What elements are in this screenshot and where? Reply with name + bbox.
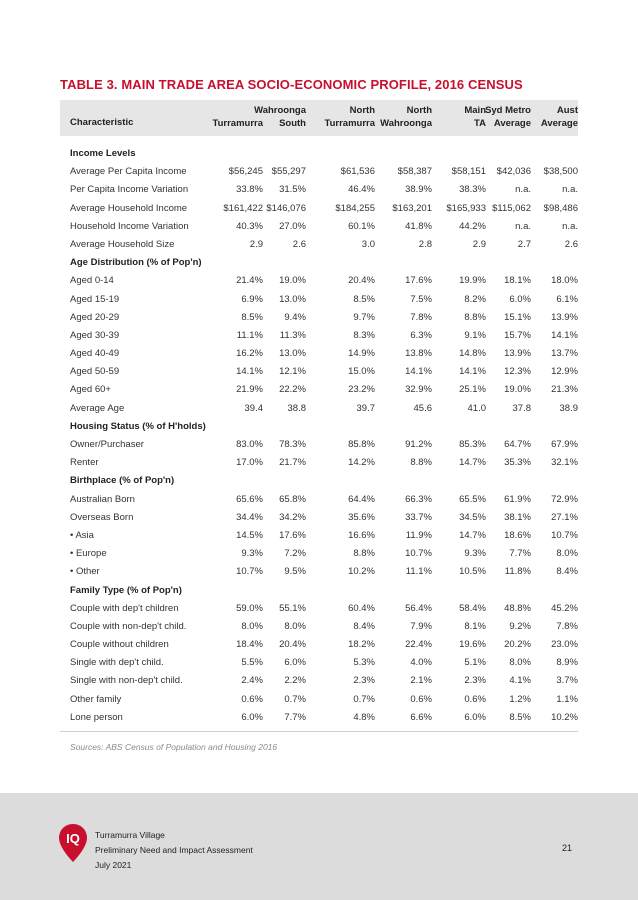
cell-value: 8.8% — [464, 311, 486, 323]
cell-value: 6.0% — [509, 293, 531, 305]
row-label: Average Per Capita Income — [70, 166, 187, 178]
cell-value: 37.8 — [512, 402, 531, 414]
cell-value: 2.6 — [292, 238, 306, 250]
cell-value: $163,201 — [392, 202, 432, 214]
cell-value: 13.7% — [551, 348, 578, 360]
cell-value: 33.7% — [405, 511, 432, 523]
cell-value: 12.9% — [551, 366, 578, 378]
cell-value: 7.9% — [410, 620, 432, 632]
table-row — [60, 527, 578, 545]
header-col-line1: Syd Metro — [485, 105, 531, 116]
cell-value: 6.0% — [241, 711, 263, 723]
section-header — [60, 582, 578, 600]
cell-value: 8.3% — [353, 329, 375, 341]
cell-value: 7.8% — [556, 620, 578, 632]
cell-value: 4.1% — [509, 675, 531, 687]
cell-value: 10.2% — [348, 566, 375, 578]
cell-value: 1.1% — [556, 693, 578, 705]
footer-project: Turramurra Village — [95, 830, 165, 840]
cell-value: n.a. — [562, 220, 578, 232]
cell-value: 14.1% — [236, 366, 263, 378]
cell-value: 3.7% — [556, 675, 578, 687]
header-col-line1: North — [406, 105, 432, 116]
cell-value: 15.7% — [504, 329, 531, 341]
table-row — [60, 381, 578, 399]
table-row — [60, 509, 578, 527]
cell-value: 8.8% — [353, 548, 375, 560]
cell-value: 13.8% — [405, 348, 432, 360]
cell-value: 18.1% — [504, 275, 531, 287]
section-label: Age Distribution (% of Pop'n) — [70, 257, 202, 269]
cell-value: 0.6% — [410, 693, 432, 705]
cell-value: 55.1% — [279, 602, 306, 614]
row-label: Aged 0-14 — [70, 275, 114, 287]
cell-value: $58,387 — [397, 166, 432, 178]
header-col-line2: Turramurra — [212, 117, 263, 129]
cell-value: 22.2% — [279, 384, 306, 396]
cell-value: 7.2% — [284, 548, 306, 560]
row-label: Couple with dep't children — [70, 602, 179, 614]
header-col-line2: Wahroonga — [380, 117, 432, 129]
cell-value: 2.2% — [284, 675, 306, 687]
table-row — [60, 618, 578, 636]
header-col-line2: Turramurra — [324, 117, 375, 129]
cell-value: 45.2% — [551, 602, 578, 614]
cell-value: 17.6% — [279, 529, 306, 541]
cell-value: 6.0% — [464, 711, 486, 723]
cell-value: 9.1% — [464, 329, 486, 341]
cell-value: 3.0 — [361, 238, 375, 250]
row-label: Household Income Variation — [70, 220, 189, 232]
table-row — [60, 309, 578, 327]
cell-value: 2.8 — [418, 238, 432, 250]
cell-value: 20.4% — [279, 639, 306, 651]
cell-value: 8.0% — [284, 620, 306, 632]
cell-value: 85.3% — [459, 439, 486, 450]
table-row — [60, 163, 578, 181]
cell-value: 13.0% — [279, 348, 306, 360]
cell-value: 11.9% — [405, 529, 432, 541]
cell-value: 65.6% — [236, 493, 263, 505]
header-col-line1: Wahroonga — [254, 105, 306, 116]
cell-value: 44.2% — [459, 220, 486, 232]
table-row — [60, 672, 578, 690]
page-footer — [0, 793, 638, 900]
cell-value: 19.0% — [279, 275, 306, 287]
cell-value: $165,933 — [446, 202, 486, 214]
footer-date: July 2021 — [95, 860, 132, 870]
cell-value: 11.3% — [279, 329, 306, 341]
cell-value: 0.7% — [284, 693, 306, 705]
cell-value: 7.5% — [410, 293, 432, 305]
header-col-line1: North — [349, 105, 375, 116]
cell-value: 7.7% — [509, 548, 531, 560]
cell-value: 2.6 — [564, 238, 578, 250]
cell-value: 7.7% — [284, 711, 306, 723]
table-row — [60, 636, 578, 654]
cell-value: 2.3% — [353, 675, 375, 687]
section-header — [60, 254, 578, 272]
header-col-line1: Main — [464, 105, 486, 116]
cell-value: 35.6% — [348, 511, 375, 523]
row-label: Aged 50-59 — [70, 366, 120, 378]
cell-value: 38.8 — [287, 402, 306, 414]
table-row — [60, 218, 578, 236]
page-number: 21 — [561, 843, 572, 853]
cell-value: 15.0% — [348, 366, 375, 378]
header-col-1 — [236, 105, 306, 130]
logo-text: IQ — [66, 831, 80, 846]
header-col-6 — [508, 105, 578, 130]
cell-value: 16.6% — [348, 529, 375, 541]
cell-value: 27.1% — [551, 511, 578, 523]
cell-value: 78.3% — [279, 439, 306, 450]
cell-value: 34.4% — [236, 511, 263, 523]
cell-value: 38.1% — [504, 511, 531, 523]
cell-value: 21.7% — [279, 457, 306, 469]
header-col-line2: South — [279, 117, 306, 129]
cell-value: 9.3% — [241, 548, 263, 560]
cell-value: 8.8% — [410, 457, 432, 469]
cell-value: 40.3% — [236, 220, 263, 232]
cell-value: $58,151 — [451, 166, 486, 178]
table-row — [60, 236, 578, 254]
row-label: Aged 40-49 — [70, 348, 120, 360]
cell-value: 21.3% — [551, 384, 578, 396]
table-body — [60, 145, 578, 727]
cell-value: 9.7% — [353, 311, 375, 323]
cell-value: 46.4% — [348, 184, 375, 196]
iq-logo-icon — [58, 823, 88, 863]
cell-value: 14.1% — [459, 366, 486, 378]
row-label: Average Age — [70, 402, 125, 414]
cell-value: 8.9% — [556, 657, 578, 669]
header-characteristic: Characteristic — [70, 117, 134, 128]
cell-value: 12.3% — [504, 366, 531, 378]
table-row — [60, 654, 578, 672]
cell-value: 91.2% — [405, 439, 432, 450]
row-label: • Other — [70, 566, 100, 578]
cell-value: 66.3% — [405, 493, 432, 505]
cell-value: 9.5% — [284, 566, 306, 578]
footer-text — [95, 828, 253, 873]
cell-value: 38.9 — [559, 402, 578, 414]
cell-value: 19.9% — [459, 275, 486, 287]
row-label: Per Capita Income Variation — [70, 184, 189, 196]
cell-value: 21.4% — [236, 275, 263, 287]
cell-value: 20.2% — [504, 639, 531, 651]
cell-value: 11.1% — [405, 566, 432, 578]
cell-value: 9.3% — [464, 548, 486, 560]
cell-value: 17.0% — [236, 457, 263, 469]
cell-value: 14.8% — [459, 348, 486, 360]
cell-value: 65.8% — [279, 493, 306, 505]
cell-value: 6.1% — [556, 293, 578, 305]
cell-value: 10.7% — [236, 566, 263, 578]
cell-value: $161,422 — [223, 202, 263, 214]
row-label: Aged 15-19 — [70, 293, 120, 305]
cell-value: 25.1% — [459, 384, 486, 396]
cell-value: 85.8% — [348, 439, 375, 450]
cell-value: 2.3% — [464, 675, 486, 687]
cell-value: 6.0% — [284, 657, 306, 669]
cell-value: 10.7% — [405, 548, 432, 560]
row-label: Couple with non-dep't child. — [70, 620, 187, 632]
table-row — [60, 600, 578, 618]
cell-value: 2.7 — [517, 238, 531, 250]
cell-value: 39.7 — [356, 402, 375, 414]
cell-value: 23.2% — [348, 384, 375, 396]
row-label: • Asia — [70, 529, 94, 541]
cell-value: n.a. — [562, 184, 578, 196]
cell-value: 18.0% — [551, 275, 578, 287]
row-label: Single with dep't child. — [70, 657, 164, 669]
cell-value: 17.6% — [405, 275, 432, 287]
cell-value: $56,245 — [228, 166, 263, 178]
cell-value: 6.6% — [410, 711, 432, 723]
cell-value: $115,062 — [492, 202, 531, 214]
cell-value: 11.1% — [236, 329, 263, 341]
cell-value: 4.0% — [410, 657, 432, 669]
table-row — [60, 563, 578, 581]
row-label: Average Household Size — [70, 238, 175, 250]
table-row — [60, 345, 578, 363]
cell-value: 14.5% — [236, 529, 263, 541]
cell-value: 5.1% — [464, 657, 486, 669]
cell-value: 2.9 — [472, 238, 486, 250]
cell-value: 14.2% — [348, 457, 375, 469]
cell-value: 48.8% — [504, 602, 531, 614]
table-row — [60, 363, 578, 381]
cell-value: 60.4% — [348, 602, 375, 614]
cell-value: $146,076 — [266, 202, 306, 214]
section-label: Birthplace (% of Pop'n) — [70, 475, 175, 487]
cell-value: 10.2% — [551, 711, 578, 723]
cell-value: 18.2% — [348, 639, 375, 651]
table-bottom-rule — [60, 731, 578, 732]
cell-value: 32.9% — [405, 384, 432, 396]
cell-value: 13.9% — [504, 348, 531, 360]
row-label: Other family — [70, 693, 122, 705]
cell-value: 0.7% — [353, 693, 375, 705]
cell-value: 10.5% — [459, 566, 486, 578]
cell-value: 7.8% — [410, 311, 432, 323]
cell-value: 8.0% — [241, 620, 263, 632]
cell-value: 8.0% — [556, 548, 578, 560]
cell-value: 15.1% — [504, 311, 531, 323]
table-header — [60, 100, 578, 136]
row-label: Overseas Born — [70, 511, 134, 523]
cell-value: 0.6% — [241, 693, 263, 705]
source-note: Sources: ABS Census of Population and Housing 2016 — [70, 742, 278, 752]
cell-value: 38.9% — [405, 184, 432, 196]
cell-value: 8.0% — [509, 657, 531, 669]
cell-value: 14.9% — [348, 348, 375, 360]
cell-value: 41.0 — [467, 402, 486, 414]
section-header — [60, 472, 578, 490]
cell-value: 83.0% — [236, 439, 263, 450]
row-label: Aged 60+ — [70, 384, 111, 396]
cell-value: $42,036 — [496, 166, 531, 178]
table-row — [60, 400, 578, 418]
cell-value: 8.5% — [241, 311, 263, 323]
cell-value: 5.5% — [241, 657, 263, 669]
cell-value: 32.1% — [551, 457, 578, 469]
cell-value: 4.8% — [353, 711, 375, 723]
cell-value: 6.9% — [241, 293, 263, 305]
cell-value: 45.6 — [413, 402, 432, 414]
cell-value: 9.2% — [509, 620, 531, 632]
cell-value: 18.6% — [504, 529, 531, 541]
section-label: Family Type (% of Pop'n) — [70, 584, 182, 596]
cell-value: 58.4% — [459, 602, 486, 614]
row-label: Couple without children — [70, 639, 169, 651]
cell-value: 1.2% — [509, 693, 531, 705]
header-col-line2: Average — [493, 117, 531, 129]
cell-value: 0.6% — [464, 693, 486, 705]
table-row — [60, 327, 578, 345]
cell-value: 61.9% — [504, 493, 531, 505]
header-col-line2: TA — [474, 117, 486, 129]
cell-value: $184,255 — [335, 202, 375, 214]
cell-value: 18.4% — [236, 639, 263, 651]
cell-value: 27.0% — [279, 220, 306, 232]
header-col-line2: Average — [540, 117, 578, 129]
cell-value: 19.0% — [504, 384, 531, 396]
row-label: Single with non-dep't child. — [70, 675, 183, 687]
cell-value: 23.0% — [551, 639, 578, 651]
cell-value: 35.3% — [504, 457, 531, 469]
cell-value: 14.1% — [551, 329, 578, 341]
cell-value: 11.8% — [504, 566, 531, 578]
cell-value: 8.2% — [464, 293, 486, 305]
cell-value: $38,500 — [543, 166, 578, 178]
cell-value: 21.9% — [236, 384, 263, 396]
cell-value: 2.9 — [249, 238, 263, 250]
table-row — [60, 491, 578, 509]
row-label: Aged 30-39 — [70, 329, 120, 341]
cell-value: 34.5% — [459, 511, 486, 523]
row-label: Renter — [70, 457, 99, 469]
cell-value: 13.0% — [279, 293, 306, 305]
cell-value: 14.7% — [459, 529, 486, 541]
cell-value: 8.1% — [464, 620, 486, 632]
cell-value: 5.3% — [353, 657, 375, 669]
cell-value: 31.5% — [279, 184, 306, 196]
cell-value: $55,297 — [271, 166, 306, 178]
table-row — [60, 454, 578, 472]
cell-value: $61,536 — [340, 166, 375, 178]
header-col-line1: Aust — [556, 105, 578, 116]
cell-value: 8.4% — [353, 620, 375, 632]
cell-value: 16.2% — [236, 348, 263, 360]
table-row — [60, 545, 578, 563]
cell-value: 64.4% — [348, 493, 375, 505]
cell-value: 10.7% — [551, 529, 578, 541]
cell-value: 14.1% — [405, 366, 432, 378]
cell-value: 39.4 — [244, 402, 263, 414]
cell-value: 65.5% — [459, 493, 486, 505]
table-row — [60, 691, 578, 709]
table-row — [60, 181, 578, 199]
table-row — [60, 709, 578, 727]
cell-value: 20.4% — [348, 275, 375, 287]
cell-value: 60.1% — [348, 220, 375, 232]
cell-value: 22.4% — [405, 639, 432, 651]
cell-value: 34.2% — [279, 511, 306, 523]
cell-value: 38.3% — [459, 184, 486, 196]
table-row — [60, 200, 578, 218]
cell-value: 41.8% — [405, 220, 432, 232]
table-row — [60, 436, 578, 454]
cell-value: 72.9% — [551, 493, 578, 505]
cell-value: 56.4% — [405, 602, 432, 614]
row-label: Australian Born — [70, 493, 135, 505]
cell-value: 33.8% — [236, 184, 263, 196]
socio-economic-table — [60, 100, 578, 732]
cell-value: 2.4% — [241, 675, 263, 687]
cell-value: n.a. — [515, 220, 531, 232]
cell-value: 8.4% — [556, 566, 578, 578]
cell-value: 2.1% — [410, 675, 432, 687]
cell-value: $98,486 — [543, 202, 578, 214]
row-label: Average Household Income — [70, 202, 188, 214]
cell-value: n.a. — [515, 184, 531, 196]
cell-value: 8.5% — [509, 711, 531, 723]
section-header — [60, 145, 578, 163]
cell-value: 13.9% — [551, 311, 578, 323]
table-title: TABLE 3. MAIN TRADE AREA SOCIO-ECONOMIC PROFILE, 2016 CENSUS — [60, 77, 523, 92]
cell-value: 8.5% — [353, 293, 375, 305]
section-header — [60, 418, 578, 436]
footer-report: Preliminary Need and Impact Assessment — [95, 845, 253, 855]
section-label: Housing Status (% of H'holds) — [70, 420, 206, 432]
section-label: Income Levels — [70, 148, 136, 159]
table-row — [60, 272, 578, 290]
row-label: Owner/Purchaser — [70, 439, 144, 450]
row-label: • Europe — [70, 548, 107, 560]
cell-value: 67.9% — [551, 439, 578, 450]
cell-value: 14.7% — [459, 457, 486, 469]
cell-value: 9.4% — [284, 311, 306, 323]
row-label: Lone person — [70, 711, 123, 723]
row-label: Aged 20-29 — [70, 311, 120, 323]
table-row — [60, 291, 578, 309]
cell-value: 64.7% — [504, 439, 531, 450]
cell-value: 19.6% — [459, 639, 486, 651]
cell-value: 59.0% — [236, 602, 263, 614]
cell-value: 6.3% — [410, 329, 432, 341]
cell-value: 12.1% — [279, 366, 306, 378]
